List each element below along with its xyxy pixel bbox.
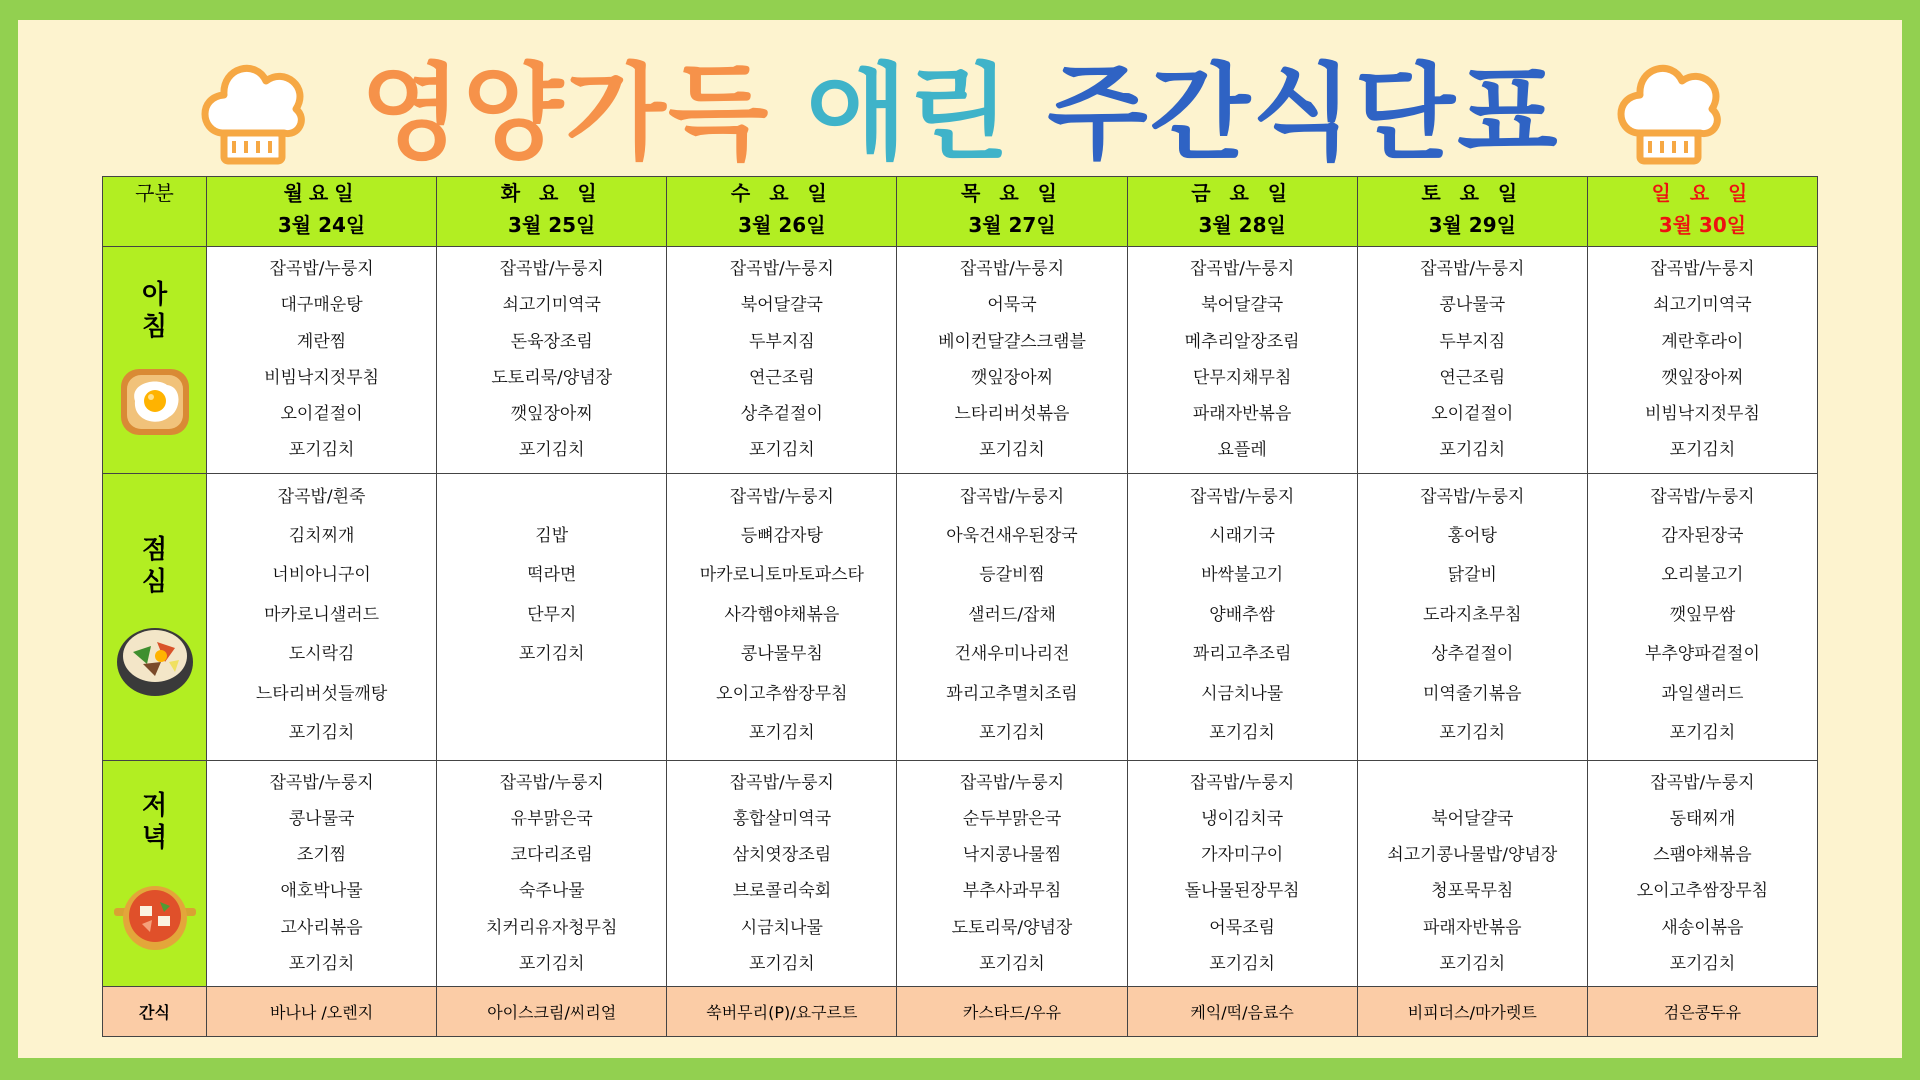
snack-cell: 바나나 /오렌지 <box>207 987 437 1037</box>
menu-item: 잡곡밥/누룽지 <box>1420 259 1525 280</box>
menu-item: 꽈리고추조림 <box>1192 644 1292 665</box>
day-name: 월요일 <box>283 181 360 205</box>
breakfast-row <box>103 247 1818 473</box>
lunch-cell <box>897 473 1127 760</box>
menu-list <box>1588 761 1817 982</box>
menu-list <box>207 761 436 982</box>
snack-cell: 비피더스/마가렛트 <box>1357 987 1587 1037</box>
menu-item: 마카로니샐러드 <box>264 604 380 625</box>
menu-item: 상추겉절이 <box>1431 644 1514 665</box>
menu-item: 오리불고기 <box>1661 565 1744 586</box>
menu-item: 새송이볶음 <box>1661 917 1744 938</box>
menu-item: 잡곡밥/누룽지 <box>1650 486 1755 507</box>
header-row <box>103 177 1818 247</box>
header-day-sunday <box>1587 177 1817 247</box>
bibimbap-bowl-icon <box>113 616 197 700</box>
menu-item: 포기김치 <box>518 953 585 974</box>
menu-item: 순두부맑은국 <box>962 808 1062 829</box>
menu-item <box>1358 765 1587 801</box>
title-row <box>18 40 1902 185</box>
menu-item: 메추리알장조림 <box>1184 331 1300 352</box>
menu-item: 오이고추쌈장무침 <box>716 683 848 704</box>
menu-item: 삼치엿장조림 <box>732 845 832 866</box>
day-date: 3월 28일 <box>1198 213 1286 237</box>
menu-item: 잡곡밥/누룽지 <box>1650 772 1755 793</box>
menu-item: 도라지초무침 <box>1423 604 1522 625</box>
lunch-cell <box>437 473 667 760</box>
menu-item: 어묵국 <box>987 295 1037 316</box>
menu-item: 쇠고기콩나물밥/양념장 <box>1387 845 1558 866</box>
dinner-cell <box>207 760 437 986</box>
menu-item: 포기김치 <box>288 722 355 743</box>
menu-item: 도토리묵/양념장 <box>491 367 613 388</box>
menu-item: 부추사과무침 <box>962 881 1062 902</box>
menu-item: 포기김치 <box>1209 953 1275 974</box>
menu-item: 북어달걀국 <box>740 295 823 316</box>
menu-item: 미역줄기볶음 <box>1423 683 1522 704</box>
menu-item: 건새우미나리전 <box>954 644 1070 665</box>
breakfast-cell <box>1357 247 1587 473</box>
menu-item: 포기김치 <box>1439 953 1506 974</box>
menu-item: 잡곡밥/누룽지 <box>269 259 374 280</box>
menu-item: 포기김치 <box>749 953 815 974</box>
menu-item: 잡곡밥/누룽지 <box>729 772 834 793</box>
menu-item: 시래기국 <box>1209 525 1275 546</box>
menu-item: 잡곡밥/누룽지 <box>959 486 1065 507</box>
dinner-cell <box>1127 760 1357 986</box>
menu-list <box>207 247 436 468</box>
menu-item: 포기김치 <box>979 953 1045 974</box>
title-part-3: 주간식단표 <box>1047 51 1560 174</box>
menu-list <box>1588 247 1817 468</box>
menu-item: 코다리조림 <box>510 845 593 866</box>
menu-item: 콩나물국 <box>1439 295 1506 316</box>
menu-item: 깻잎장아찌 <box>970 367 1054 388</box>
menu-item: 돈육장조림 <box>510 331 593 352</box>
weekly-menu-table <box>102 176 1818 1037</box>
lunch-row <box>103 473 1818 760</box>
snack-label: 간식 <box>103 987 207 1037</box>
menu-item: 북어달걀국 <box>1201 295 1284 316</box>
breakfast-label <box>103 247 207 473</box>
snack-cell: 아이스크림/씨리얼 <box>437 987 667 1037</box>
menu-item: 잡곡밥/누룽지 <box>1420 486 1525 507</box>
breakfast-cell <box>1127 247 1357 473</box>
kimchi-stew-pot-icon <box>112 872 198 956</box>
menu-list <box>1358 247 1587 468</box>
menu-item: 너비아니구이 <box>272 565 371 586</box>
menu-list <box>437 761 666 982</box>
day-date: 3월 30일 <box>1658 213 1747 237</box>
day-name: 화 요 일 <box>500 181 603 205</box>
day-date: 3월 24일 <box>277 213 366 237</box>
menu-item: 잡곡밥/누룽지 <box>959 772 1065 793</box>
menu-item: 연근조림 <box>1439 367 1506 388</box>
day-name: 금 요 일 <box>1191 181 1294 205</box>
menu-item: 바싹불고기 <box>1201 565 1284 586</box>
menu-item: 아욱건새우된장국 <box>946 525 1078 546</box>
menu-item: 포기김치 <box>288 953 355 974</box>
menu-item: 두부지짐 <box>1439 331 1506 352</box>
menu-item: 청포묵무침 <box>1431 881 1514 902</box>
menu-item: 포기김치 <box>749 722 815 743</box>
header-day <box>437 177 667 247</box>
menu-item: 고사리볶음 <box>280 917 363 938</box>
menu-item: 숙주나물 <box>518 881 585 902</box>
dinner-cell <box>437 760 667 986</box>
menu-item: 브로콜리숙회 <box>732 881 832 902</box>
header-day <box>1357 177 1587 247</box>
menu-item: 가자미구이 <box>1201 845 1284 866</box>
meal-label-char: 침 <box>141 311 168 342</box>
menu-item: 잡곡밥/누룽지 <box>1650 259 1755 280</box>
menu-list <box>667 761 896 982</box>
menu-list <box>1128 474 1357 754</box>
menu-item: 포기김치 <box>1669 440 1736 461</box>
menu-item: 느타리버섯들깨탕 <box>255 683 388 704</box>
menu-item: 느타리버섯볶음 <box>954 404 1070 425</box>
snack-cell: 쑥버무리(P)/요구르트 <box>667 987 897 1037</box>
menu-item: 홍합살미역국 <box>732 808 832 829</box>
menu-item: 포기김치 <box>979 722 1045 743</box>
menu-list <box>1128 761 1357 982</box>
menu-item: 과일샐러드 <box>1661 683 1744 704</box>
menu-item: 잡곡밥/누룽지 <box>1190 259 1295 280</box>
title-part-2: 애린 <box>806 51 1012 174</box>
menu-item: 홍어탕 <box>1447 525 1497 546</box>
menu-item: 요플레 <box>1217 440 1267 461</box>
menu-item: 감자된장국 <box>1661 525 1744 546</box>
menu-item: 냉이김치국 <box>1201 808 1284 829</box>
snack-row <box>103 987 1818 1037</box>
snack-cell: 카스타드/우유 <box>897 987 1127 1037</box>
menu-item: 치커리유자청무침 <box>486 917 618 938</box>
day-name: 토 요 일 <box>1421 181 1524 205</box>
dinner-row <box>103 760 1818 986</box>
title-part-1: 영양가득 <box>360 51 771 174</box>
header-day <box>1127 177 1357 247</box>
menu-item: 포기김치 <box>1669 722 1736 743</box>
menu-list <box>437 247 666 468</box>
menu-item: 오이겉절이 <box>1431 404 1514 425</box>
menu-item <box>437 675 666 714</box>
fried-egg-toast-icon <box>115 361 195 441</box>
menu-item: 잡곡밥/누룽지 <box>499 259 604 280</box>
menu-item: 쇠고기미역국 <box>502 295 601 316</box>
menu-item: 애호박나물 <box>280 881 363 902</box>
lunch-cell <box>1587 473 1817 760</box>
dinner-cell <box>897 760 1127 986</box>
menu-item: 파래자반볶음 <box>1423 917 1522 938</box>
menu-item: 계란찜 <box>296 331 347 352</box>
menu-item: 북어달걀국 <box>1431 808 1514 829</box>
menu-item: 포기김치 <box>518 644 585 665</box>
menu-item: 잡곡밥/누룽지 <box>1190 772 1295 793</box>
menu-item: 잡곡밥/누룽지 <box>729 486 834 507</box>
menu-item: 샐러드/잡채 <box>968 604 1056 625</box>
day-date: 3월 26일 <box>738 213 826 237</box>
meal-label-char: 심 <box>141 566 168 597</box>
lunch-label <box>103 473 207 760</box>
dinner-cell <box>1357 760 1587 986</box>
menu-item: 등뼈감자탕 <box>740 525 823 546</box>
menu-item: 등갈비찜 <box>979 565 1045 586</box>
menu-item: 포기김치 <box>288 440 355 461</box>
menu-item: 잡곡밥/누룽지 <box>729 259 834 280</box>
menu-item: 단무지 <box>527 604 577 625</box>
menu-item: 잡곡밥/흰죽 <box>277 486 366 507</box>
menu-list <box>667 247 896 468</box>
menu-list <box>897 247 1126 468</box>
chef-hat-icon <box>192 53 312 173</box>
menu-item: 포기김치 <box>979 440 1045 461</box>
menu-item: 잡곡밥/누룽지 <box>1190 486 1295 507</box>
menu-item: 단무지채무침 <box>1192 367 1292 388</box>
day-name: 수 요 일 <box>730 181 833 205</box>
lunch-cell <box>1127 473 1357 760</box>
dinner-cell <box>1587 760 1817 986</box>
breakfast-cell <box>207 247 437 473</box>
menu-item: 잡곡밥/누룽지 <box>499 772 604 793</box>
header-day <box>207 177 437 247</box>
menu-item: 떡라면 <box>527 565 577 586</box>
menu-item: 베이컨달걀스크램블 <box>938 331 1086 352</box>
menu-item: 꽈리고추멸치조림 <box>946 683 1078 704</box>
day-date: 3월 25일 <box>508 213 596 237</box>
menu-item: 낙지콩나물찜 <box>962 845 1062 866</box>
menu-list <box>1588 474 1817 754</box>
meal-label-char: 녁 <box>141 823 168 854</box>
day-name: 일 요 일 <box>1651 181 1754 205</box>
dinner-cell <box>667 760 897 986</box>
menu-item: 돌나물된장무침 <box>1184 881 1300 902</box>
menu-item <box>437 714 666 753</box>
lunch-cell <box>207 473 437 760</box>
menu-item: 깻잎무쌈 <box>1669 604 1736 625</box>
breakfast-cell <box>897 247 1127 473</box>
menu-item: 시금치나물 <box>740 917 823 938</box>
menu-item: 콩나물무침 <box>740 644 823 665</box>
menu-item: 콩나물국 <box>288 808 355 829</box>
meal-label-char: 아 <box>141 279 168 310</box>
menu-item: 깻잎장아찌 <box>510 404 593 425</box>
menu-item: 스팸야채볶음 <box>1653 845 1752 866</box>
menu-item: 비빔낙지젓무침 <box>264 367 380 388</box>
menu-list <box>897 761 1126 982</box>
menu-item: 대구매운탕 <box>280 295 363 316</box>
menu-item: 오이고추쌈장무침 <box>1636 881 1769 902</box>
menu-item: 도시락김 <box>288 644 355 665</box>
menu-item: 시금치나물 <box>1201 683 1284 704</box>
menu-item: 상추겉절이 <box>740 404 823 425</box>
day-date: 3월 29일 <box>1428 213 1516 237</box>
breakfast-cell <box>1587 247 1817 473</box>
menu-item: 도토리묵/양념장 <box>951 917 1073 938</box>
menu-item: 포기김치 <box>518 440 585 461</box>
menu-item: 파래자반볶음 <box>1192 404 1292 425</box>
meal-label-char: 저 <box>141 791 168 822</box>
menu-item: 포기김치 <box>1669 953 1736 974</box>
meal-label-char: 점 <box>141 534 168 565</box>
snack-cell: 검은콩두유 <box>1587 987 1817 1037</box>
menu-item: 조기찜 <box>296 845 347 866</box>
menu-list <box>1358 474 1587 754</box>
snack-cell: 케익/떡/음료수 <box>1127 987 1357 1037</box>
dinner-label <box>103 760 207 986</box>
chef-hat-icon <box>1608 53 1728 173</box>
menu-item: 유부맑은국 <box>510 808 593 829</box>
menu-item: 포기김치 <box>749 440 815 461</box>
menu-list <box>437 474 666 754</box>
menu-item: 계란후라이 <box>1661 331 1744 352</box>
menu-item: 김치찌개 <box>288 525 355 546</box>
header-gubun: 구분 <box>103 177 207 247</box>
menu-item: 포기김치 <box>1209 722 1275 743</box>
day-name: 목 요 일 <box>961 181 1063 205</box>
menu-poster <box>18 20 1902 1058</box>
breakfast-cell <box>667 247 897 473</box>
day-date: 3월 27일 <box>968 213 1056 237</box>
menu-list <box>897 474 1126 754</box>
menu-item: 사각햄야채볶음 <box>724 604 840 625</box>
menu-item: 두부지짐 <box>749 331 815 352</box>
lunch-cell <box>667 473 897 760</box>
menu-list <box>207 474 436 754</box>
menu-item: 오이겉절이 <box>280 404 363 425</box>
menu-list <box>1358 761 1587 982</box>
menu-item: 연근조림 <box>749 367 815 388</box>
menu-item: 닭갈비 <box>1447 565 1497 586</box>
menu-item: 포기김치 <box>1439 722 1506 743</box>
menu-item: 양배추쌈 <box>1209 604 1275 625</box>
breakfast-cell <box>437 247 667 473</box>
header-day <box>897 177 1127 247</box>
header-day <box>667 177 897 247</box>
menu-item: 깻잎장아찌 <box>1661 367 1744 388</box>
menu-item: 동태찌개 <box>1669 808 1736 829</box>
lunch-cell <box>1357 473 1587 760</box>
menu-item: 부추양파겉절이 <box>1644 644 1760 665</box>
menu-item: 포기김치 <box>1439 440 1506 461</box>
menu-item <box>437 478 666 517</box>
menu-item: 잡곡밥/누룽지 <box>959 259 1065 280</box>
menu-item: 쇠고기미역국 <box>1653 295 1752 316</box>
menu-item: 마카로니토마토파스타 <box>699 565 864 586</box>
menu-item: 어묵조림 <box>1209 917 1275 938</box>
menu-item: 비빔낙지젓무침 <box>1644 404 1760 425</box>
menu-item: 김밥 <box>535 525 569 546</box>
menu-list <box>1128 247 1357 468</box>
menu-list <box>667 474 896 754</box>
menu-item: 잡곡밥/누룽지 <box>269 772 374 793</box>
